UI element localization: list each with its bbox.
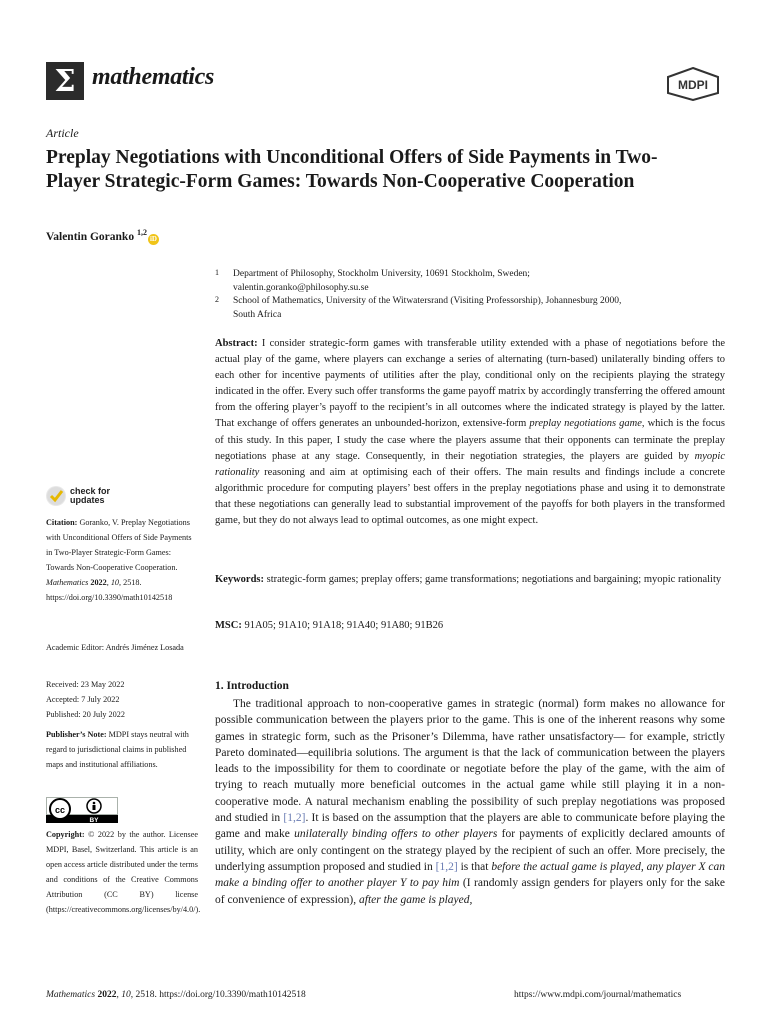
abstract [215, 336, 725, 529]
author-line [46, 228, 159, 245]
published-date: Published: 20 July 2022 [46, 710, 125, 719]
keywords-text: strategic-form games; preplay offers; game transformations; negotiations and bargaining; myopic rationality [264, 574, 722, 585]
citation-label: Citation: [46, 518, 78, 527]
keywords [215, 572, 725, 588]
note-text: MDPI stays neutral with regard to jurisdictional claims in published maps and institutional affiliations. [46, 730, 189, 769]
journal-name: mathematics [92, 64, 215, 90]
intro-text: is that [457, 860, 492, 873]
author-name: Valentin Goranko [46, 231, 135, 243]
msc-label: MSC: [215, 620, 242, 631]
author-affil-marks: 1,2 [136, 228, 147, 237]
affiliation-number: 1 [215, 268, 219, 277]
intro-text: The traditional approach to non-cooperative games in strategic (normal) form makes no allowance for possible communication between the players prior to the game. This is one of the inherent reasons why some games in strategic form, such as the Prisoner’s Dilemma, have rather unsatisfactory— for example, strictly Pareto dominated—equilibria solutions. The argument is that the lack of communication between the players leads to the impossibility for them to coordinate or negotiate before the play of the game, with the aim of trying to reach mutually more beneficial outcomes in the actual game while still playing it in a non-cooperative mode. A natural mechanism enabling the possibility of such preplay negotiations was proposed and studied in [215, 698, 725, 825]
cc-text: cc [54, 805, 66, 815]
intro-emphasis: unilaterally binding offers to other players [294, 828, 498, 841]
mdpi-logo [666, 67, 720, 101]
check-for-updates-icon [46, 486, 66, 506]
introduction-body [215, 696, 725, 908]
citation-link[interactable]: [1,2] [283, 812, 306, 825]
citation-year: 2022 [88, 578, 107, 587]
footer-doi[interactable]: , 2518. https://doi.org/10.3390/math10142518 [130, 990, 306, 1000]
footer-year: 2022 [95, 990, 117, 1000]
sigma-logo-symbol: Σ [54, 63, 76, 99]
footer-volume: , 10 [116, 990, 131, 1000]
intro-text: . It is based on the assumption that the players are able to communicate before playing the game and make [215, 812, 725, 841]
check-for-updates-badge[interactable] [46, 486, 110, 506]
affiliation-1: Department of Philosophy, Stockholm University, 10691 Stockholm, Sweden; valentin.goranko@philosophy.su.se [233, 269, 530, 293]
paper-title: Preplay Negotiations with Unconditional Offers of Side Payments in Two-Player Strategic-Form Games: Towards Non-Cooperative Cooperation [46, 147, 658, 192]
citation [46, 515, 198, 605]
abstract-label: Abstract: [215, 338, 258, 349]
note-label: Publisher’s Note: [46, 730, 107, 739]
citation-doi[interactable]: , 2518. https://doi.org/10.3390/math10142518 [46, 578, 173, 602]
abstract-text: reasoning and aim at optimising each of their offers. The main results and findings include a concrete algorithmic procedure for computing players’ best offers in the preplay negotiations phase and using it to demonstrate that these negotiations can generally lead to substantial improvement of the payoffs for both players in the transformed game, but they do not always lead to optimal outcomes, as one might expect. [215, 466, 725, 527]
mdpi-logo-text: MDPI [678, 78, 708, 92]
copyright-text: © 2022 by the author. Licensee MDPI, Basel, Switzerland. This article is an open access article distributed under the terms and conditions of the Creative Commons Attribution (CC BY) license (https://creativecommons.org/licenses/by/4.0/). [46, 830, 201, 914]
publishers-note [46, 727, 198, 772]
affiliation-number: 2 [215, 295, 219, 304]
abstract-emphasis: myopic rationality [215, 450, 725, 478]
received-date: Received: 23 May 2022 [46, 680, 125, 689]
intro-text: for payments of explicitly declared amounts of utility, which are only contingent on the strategy played by the recipient of such an offer. More precisely, the underlying assumption proposed and studied in [215, 828, 725, 873]
copyright-label: Copyright: [46, 830, 85, 839]
affiliation-2: School of Mathematics, University of the Witwatersrand (Visiting Professorship), Johannesburg 2000, South Africa [233, 296, 622, 320]
accepted-date: Accepted: 7 July 2022 [46, 695, 120, 704]
footer-citation [46, 990, 306, 1000]
orcid-icon[interactable]: iD [149, 235, 157, 243]
citation-text: Goranko, V. Preplay Negotiations with Unconditional Offers of Side Payments in Two-Player Strategic-Form Games: Towards Non-Cooperative Cooperation. [46, 518, 192, 572]
citation-link[interactable]: [1,2] [435, 860, 458, 873]
cc-by-license-icon[interactable] [46, 797, 118, 823]
check-line-2: updates [70, 495, 105, 505]
by-text: BY [89, 817, 99, 823]
citation-volume: , 10 [106, 578, 119, 587]
msc-text: 91A05; 91A10; 91A18; 91A40; 91A80; 91B26 [241, 620, 444, 631]
abstract-emphasis: preplay negotiations game [529, 418, 642, 430]
intro-text: (I randomly assign genders for players only for the sake of convenience of expression), [215, 877, 725, 906]
keywords-label: Keywords: [215, 574, 264, 585]
check-line-1: check for [70, 486, 111, 496]
article-type: Article [46, 126, 79, 140]
intro-emphasis: before the actual game is played, any player X can make a binding offer to another player Y to pay him [215, 860, 725, 890]
citation-journal: Mathematics [46, 578, 89, 587]
footer-journal-url[interactable]: https://www.mdpi.com/journal/mathematics [514, 990, 682, 1000]
intro-emphasis: after the game is played, [359, 893, 473, 906]
academic-editor: Academic Editor: Andrés Jiménez Losada [46, 643, 184, 652]
section-heading-introduction: 1. Introduction [215, 680, 289, 692]
journal-logo [46, 62, 84, 100]
abstract-text: I consider strategic-form games with transferable utility extended with a phase of negotiations before the actual play of the game, where players can exchange a series of alternating (turn-based) unilaterally binding offers to each other for incentive payments of utilities after the play, conditional only on the recipients playing the strategy indicated in the offer. Every such offer transforms the game payoff matrix by accordingly transferring the offered amount from the offering player’s payoff to the recipient’s in all outcomes where the indicated strategy is played by the latter. That exchange of offers generates an unbounded-horizon, extensive-form [215, 338, 725, 430]
abstract-text: , which is the focus of this study. In this paper, I study the case where the players assume that their opponents can terminate the preplay negotiations phase at any stage. Consequently, in their negotiation strategies, the players are guided by [215, 418, 725, 462]
msc-codes [215, 620, 443, 631]
footer-journal: Mathematics [46, 990, 96, 1000]
copyright [46, 827, 201, 917]
